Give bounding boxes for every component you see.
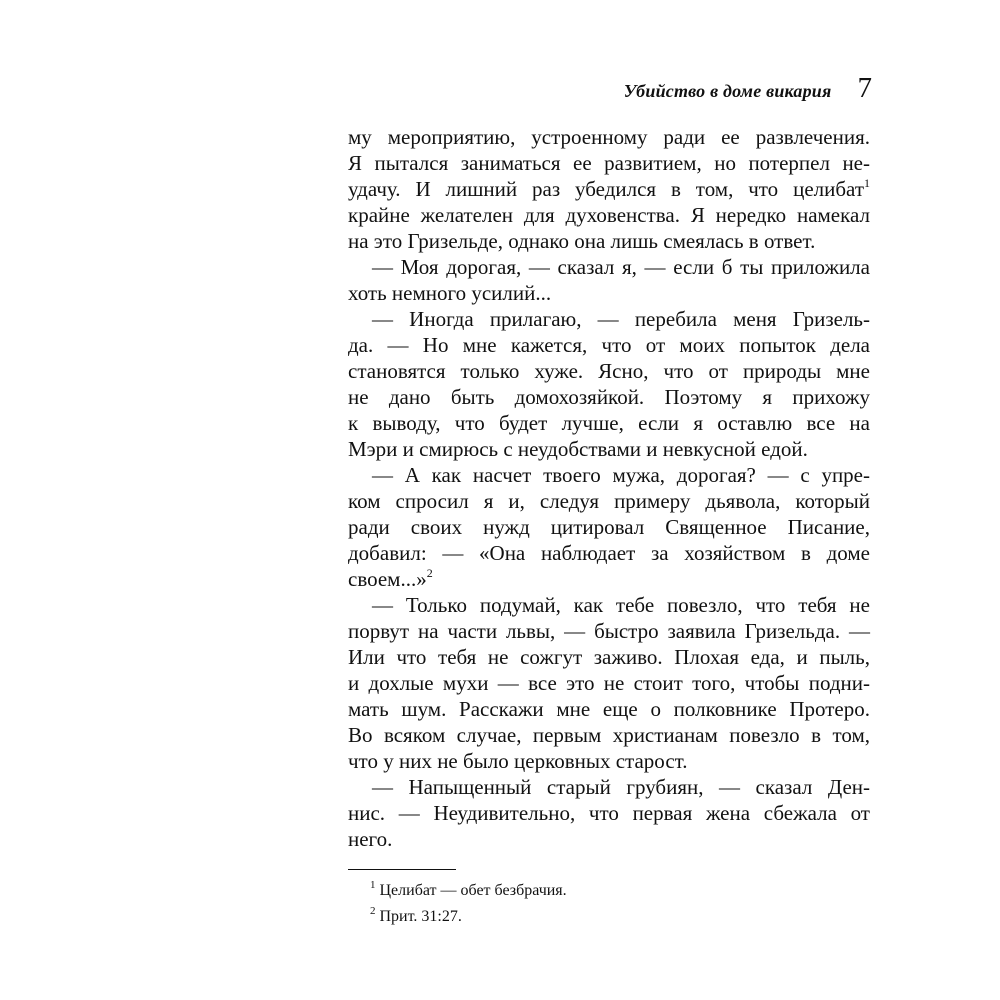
footnote-divider <box>348 869 456 870</box>
footnote-ref-2: 2 <box>426 566 433 580</box>
footnote-item <box>370 904 850 930</box>
text-line: му мероприятию, устроенному ради ее развлечения. <box>348 125 870 149</box>
footnote-text: Прит. 31:27. <box>379 908 462 925</box>
text-line: к выводу, что будет лучше, если я оставлю все на <box>348 411 870 435</box>
text-line: него. <box>348 827 393 851</box>
text-line: на это Гризельде, однако она лишь смеялась в ответ. <box>348 229 816 253</box>
text-line: Мэри и смирюсь с неудобствами и невкусной едой. <box>348 437 808 461</box>
text-line: — Моя дорогая, — сказал я, — если б ты приложила <box>372 255 870 279</box>
text-line: Я пытался заниматься ее развитием, но потерпел не- <box>348 151 870 175</box>
footnotes <box>370 878 850 930</box>
text-line: порвут на части львы, — быстро заявила Гризельда. — <box>348 619 870 643</box>
footnote-marker: 2 <box>370 905 376 917</box>
text-line: хоть немного усилий... <box>348 281 552 305</box>
text-line: ком спросил я и, следуя примеру дьявола, который <box>348 489 870 513</box>
text-line: — Только подумай, как тебе повезло, что тебя не <box>372 593 870 617</box>
page-number: 7 <box>857 72 872 104</box>
text-line: удачу. И лишний раз убедился в том, что целибат$^1$ <box>348 176 870 201</box>
text-line: Во всяком случае, первым христианам повезло в том, <box>348 723 870 747</box>
body-text <box>348 124 870 852</box>
running-head <box>560 72 872 112</box>
footnote-ref-1: 1 <box>864 176 870 190</box>
footnote-marker: 1 <box>370 879 376 891</box>
text-line: да. — Но мне кажется, что от моих попыток дела <box>348 333 870 357</box>
footnote-text: Целибат — обет безбрачия. <box>379 882 567 899</box>
footnote-item <box>370 878 850 904</box>
text-line: не дано быть домохозяйкой. Поэтому я прихожу <box>348 385 870 409</box>
text-line: и дохлые мухи — все это не стоит того, чтобы подни- <box>348 671 870 695</box>
running-title: Убийство в доме викария <box>623 81 832 101</box>
text-line: добавил: — «Она наблюдает за хозяйством в доме <box>348 541 870 565</box>
text-line: — А как насчет твоего мужа, дорогая? — с упре- <box>372 463 870 487</box>
text-line: ради своих нужд цитировал Священное Писание, <box>348 515 870 539</box>
text-line: своем...»$^2$ <box>348 566 433 591</box>
text-line: — Иногда прилагаю, — перебила меня Гризель- <box>372 307 870 331</box>
text-line: — Напыщенный старый грубиян, — сказал Ден- <box>372 775 870 799</box>
text-line: что у них не было церковных старост. <box>348 749 688 773</box>
text-line: крайне желателен для духовенства. Я нередко намекал <box>348 203 870 227</box>
text-line: нис. — Неудивительно, что первая жена сбежала от <box>348 801 870 825</box>
text-line: Или что тебя не сожгут заживо. Плохая еда, и пыль, <box>348 645 870 669</box>
text-line: мать шум. Расскажи мне еще о полковнике Протеро. <box>348 697 870 721</box>
text-line: становятся только хуже. Ясно, что от природы мне <box>348 359 870 383</box>
